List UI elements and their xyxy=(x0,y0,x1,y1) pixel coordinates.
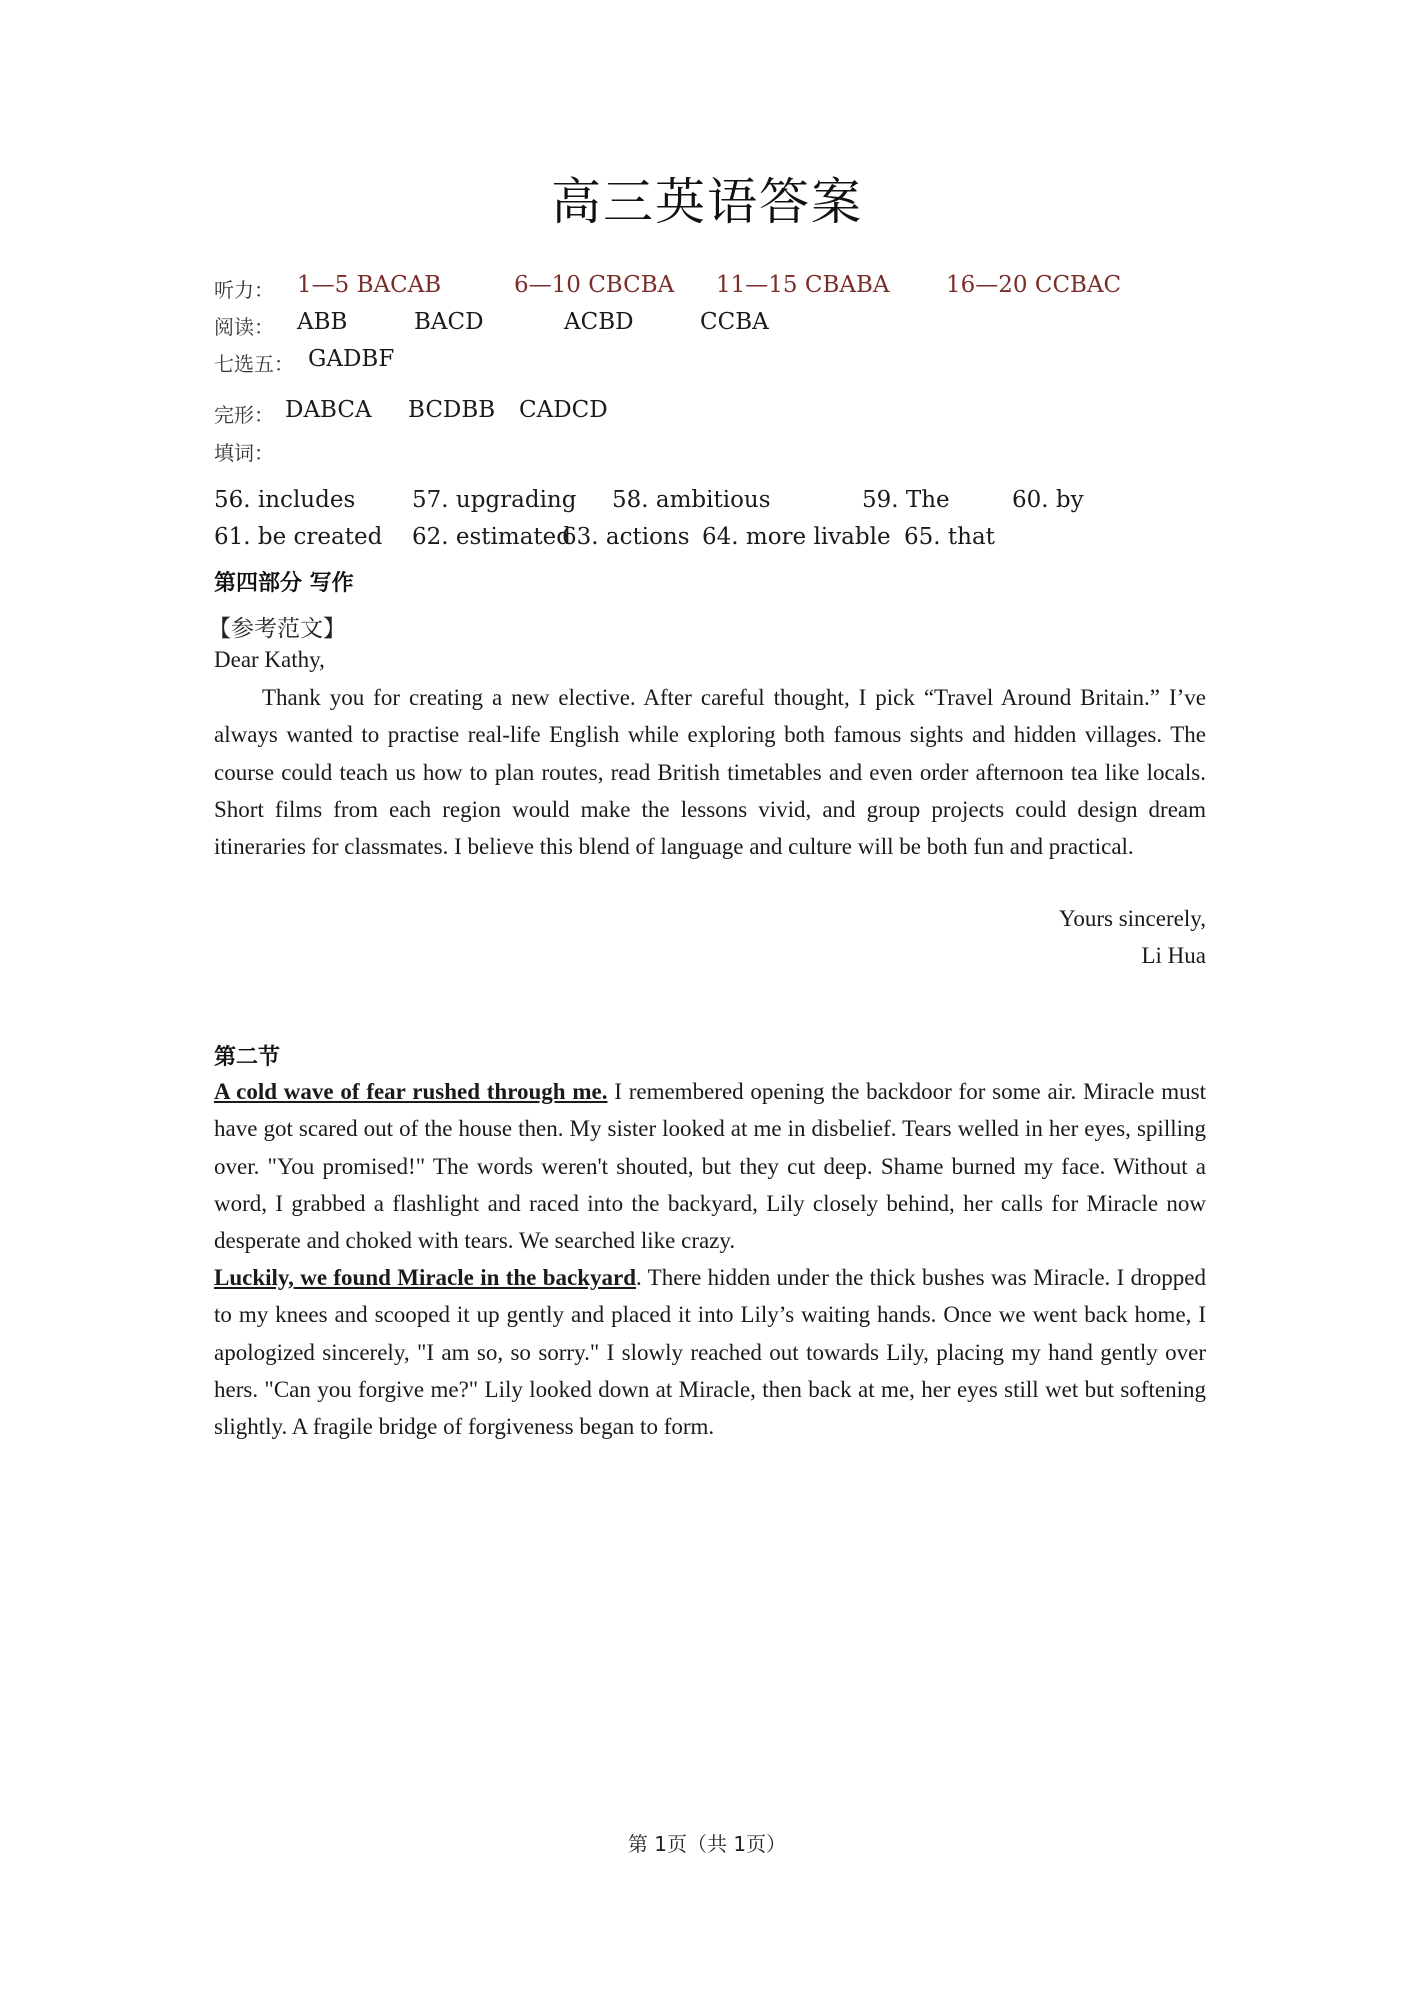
letter-salutation: Dear Kathy, xyxy=(214,647,325,672)
fill-answer-60: 60. by xyxy=(1012,487,1084,513)
writing-part-heading: 第四部分 写作 xyxy=(214,571,354,596)
fill-answer-56: 56. includes xyxy=(214,487,356,513)
reading-group-1: ABB xyxy=(297,309,348,335)
section2-heading: 第二节 xyxy=(214,1045,281,1070)
continuation-paragraph-2 xyxy=(214,1259,1206,1445)
reading-label: 阅读： xyxy=(214,315,274,339)
reading-group-3: ACBD xyxy=(564,309,634,335)
fill-answer-64: 64. more livable xyxy=(702,524,891,550)
fill-answer-62: 62. estimated xyxy=(412,524,572,550)
sample-essay-label: 【参考范文】 xyxy=(208,616,346,642)
paragraph-2-text: . There hidden under the thick bushes was Miracle. I dropped to my knees and scooped it up gently and placed it into Lily’s waiting hands. Once we went back home, I apologized sincerely, "I am so, so sorry." I slowly reached out towards Lily, placing my hand gently over hers. "Can you forgive me?" Lily looked down at Miracle, then back at me, her eyes still wet but softening slightly. A fragile bridge of forgiveness began to form. xyxy=(214,1265,1206,1440)
letter-signature: Li Hua xyxy=(1141,943,1206,968)
cloze-group-2: BCDBB xyxy=(408,397,496,423)
page-footer: 第 1页（共 1页） xyxy=(627,1832,787,1856)
fill-answer-58: 58. ambitious xyxy=(612,487,771,513)
page-title: 高三英语答案 xyxy=(551,173,863,231)
reading-group-2: BACD xyxy=(414,309,484,335)
reading-group-4: CCBA xyxy=(700,309,769,335)
paragraph-1-text: I remembered opening the backdoor for some air. Miracle must have got scared out of the house then. My sister looked at me in disbelief. Tears welled in her eyes, spilling over. "You promised!" The words weren't shouted, but they cut deep. Shame burned my face. Without a word, I grabbed a flashlight and raced into the backyard, Lily closely behind, her calls for Miracle now desperate and choked with tears. We searched like crazy. xyxy=(214,1079,1206,1254)
listening-group-1: 1—5 BACAB xyxy=(297,272,442,298)
cloze-label: 完形： xyxy=(214,403,274,427)
continuation-paragraph-1 xyxy=(214,1073,1206,1259)
cloze-group-1: DABCA xyxy=(285,397,372,423)
paragraph-1-lead-sentence: A cold wave of fear rushed through me. xyxy=(214,1079,608,1104)
listening-group-4: 16—20 CCBAC xyxy=(946,272,1122,298)
fill-label: 填词： xyxy=(214,441,274,465)
seven-five-answer: GADBF xyxy=(308,346,395,372)
fill-answer-61: 61. be created xyxy=(214,524,383,550)
seven-five-label: 七选五： xyxy=(214,352,294,376)
listening-group-2: 6—10 CBCBA xyxy=(514,272,675,298)
paragraph-2-lead-sentence: Luckily, we found Miracle in the backyard xyxy=(214,1265,636,1290)
fill-answer-59: 59. The xyxy=(862,487,950,513)
cloze-group-3: CADCD xyxy=(519,397,608,423)
listening-group-3: 11—15 CBABA xyxy=(716,272,890,298)
fill-answer-65: 65. that xyxy=(904,524,995,550)
listening-label: 听力： xyxy=(214,278,274,302)
fill-answer-63: 63. actions xyxy=(562,524,690,550)
letter-closing: Yours sincerely, xyxy=(1059,906,1206,931)
fill-answer-57: 57. upgrading xyxy=(412,487,577,513)
letter-body: Thank you for creating a new elective. After careful thought, I pick “Travel Around Britain.” I’ve always wanted to practise real-life English while exploring both famous sights and hidden villages. The course could teach us how to plan routes, read British timetables and even order afternoon tea like locals. Short films from each region would make the lessons vivid, and group projects could design dream itineraries for classmates. I believe this blend of language and culture will be both fun and practical. xyxy=(214,685,1206,860)
